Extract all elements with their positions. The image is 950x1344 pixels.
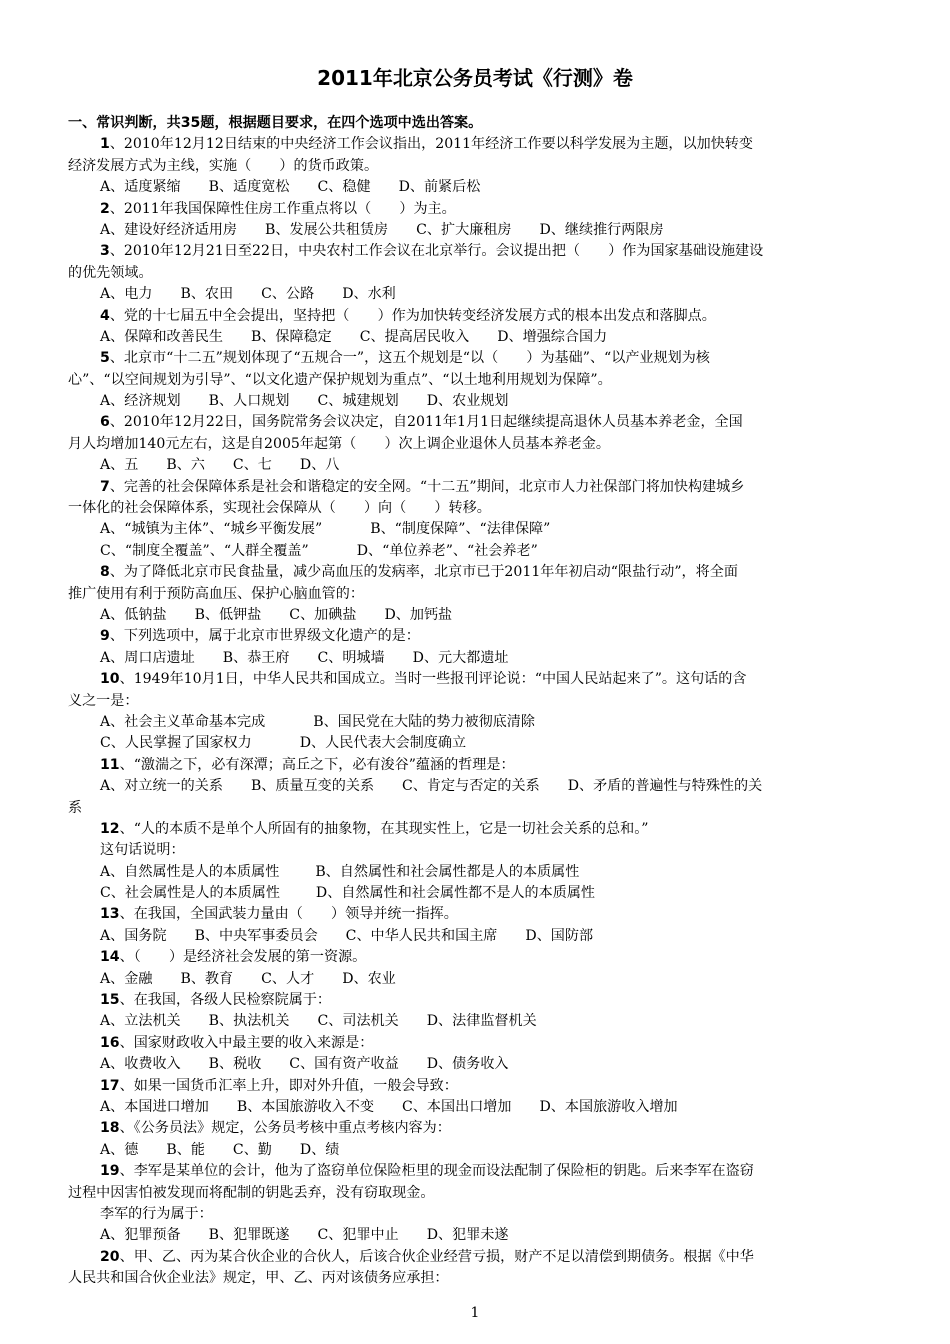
question-number: 9 — [100, 628, 110, 645]
question-text — [68, 348, 882, 369]
section-heading: 一、常识判断，共35题，根据题目要求，在四个选项中选出答案。 — [68, 115, 483, 131]
question-text — [68, 1161, 882, 1182]
answer-option: C、稳健 — [317, 179, 371, 196]
option-row — [68, 1054, 882, 1075]
question-text — [68, 990, 882, 1011]
answer-option: B、农田 — [180, 286, 234, 303]
option-row — [68, 648, 882, 669]
question-text — [68, 134, 882, 155]
answer-option: C、人才 — [261, 970, 315, 987]
option-row — [68, 733, 882, 754]
question-text — [68, 1247, 882, 1268]
answer-option: B、自然属性和社会属性都是人的本质属性 — [315, 863, 580, 880]
answer-option: A、低钠盐 — [100, 606, 167, 623]
question-number: 20 — [100, 1248, 120, 1265]
answer-option: A、周口店遗址 — [100, 649, 195, 666]
question-text — [68, 947, 882, 968]
question-text-span: 人民共和国合伙企业法》规定，甲、乙、丙对该债务应承担： — [68, 1270, 449, 1287]
answer-option: B、“制度保障”、“法律保障” — [370, 521, 551, 538]
answer-option: A、金融 — [100, 970, 153, 987]
question-text — [68, 562, 882, 583]
answer-option: B、执法机关 — [208, 1013, 290, 1030]
option-row — [68, 177, 882, 198]
answer-option: C、社会属性是人的本质属性 — [100, 885, 280, 902]
answer-option: C、扩大廉租房 — [416, 221, 512, 238]
answer-option: D、自然属性和社会属性都不是人的本质属性 — [315, 885, 596, 902]
answer-option: A、“城镇为主体”、“城乡平衡发展” — [100, 521, 323, 538]
question-text — [68, 1183, 882, 1204]
option-row — [68, 1140, 882, 1161]
answer-option: C、司法机关 — [317, 1013, 399, 1030]
question-text-span: 、如果一国货币汇率上升，即对外升值，一般会导致： — [119, 1077, 458, 1094]
answer-option: D、债务收入 — [426, 1056, 509, 1073]
answer-option: D、农业规划 — [426, 393, 509, 410]
answer-option: B、教育 — [180, 970, 234, 987]
option-row — [68, 712, 882, 733]
question-text — [68, 819, 882, 840]
answer-option: C、本国出口增加 — [402, 1098, 512, 1115]
answer-option: A、自然属性是人的本质属性 — [100, 863, 280, 880]
answer-option: A、本国进口增加 — [100, 1098, 209, 1115]
question-number: 2 — [100, 200, 110, 217]
answer-option: C、国有资产收益 — [289, 1056, 399, 1073]
question-text-span: 、《公务员法》规定，公务员考核中重点考核内容为： — [119, 1120, 451, 1137]
option-row — [68, 391, 882, 412]
question-number: 19 — [100, 1163, 120, 1180]
question-text-span: 的优先领域。 — [68, 264, 153, 281]
question-text — [68, 306, 882, 327]
question-number: 7 — [100, 478, 110, 495]
question-text — [68, 626, 882, 647]
answer-option: A、经济规划 — [100, 393, 181, 410]
answer-option: B、适度宽松 — [208, 179, 290, 196]
question-text-span: 经济发展方式为主线，实施（ ）的货币政策。 — [68, 157, 379, 174]
answer-option: D、加钙盐 — [384, 606, 453, 623]
question-number: 6 — [100, 414, 110, 431]
answer-option: D、人民代表大会制度确立 — [299, 735, 467, 752]
option-row — [68, 969, 882, 990]
answer-option: D、水利 — [342, 286, 396, 303]
answer-option: D、绩 — [299, 1141, 340, 1158]
question-text-span: 、李军是某单位的会计，他为了盗窃单位保险柜里的现金而设法配制了保险柜的钥匙。后来李军在盗窃 — [119, 1163, 754, 1180]
question-text-span: 、2011年我国保障性住房工作重点将以（ ）为主。 — [109, 200, 456, 217]
option-row — [68, 220, 882, 241]
option-row — [68, 862, 882, 883]
question-text-span: 心”、“以空间规划为引导”、“以文化遗产保护规划为重点”、“以土地利用规划为保障”。 — [68, 371, 612, 388]
answer-option: C、肯定与否定的关系 — [402, 778, 540, 795]
question-text — [68, 755, 882, 776]
answer-option: B、六 — [166, 457, 205, 474]
answer-option: D、“单位养老”、“社会养老” — [356, 542, 538, 559]
question-number: 11 — [100, 756, 120, 773]
question-text-span: 月人均增加140元左右，这是自2005年起第（ ）次上调企业退休人员基本养老金。 — [68, 435, 610, 452]
answer-option: A、立法机关 — [100, 1013, 181, 1030]
answer-option: C、中华人民共和国主席 — [345, 927, 498, 944]
option-row — [68, 519, 882, 540]
question-text — [68, 1076, 882, 1097]
question-text-span: 、为了降低北京市民食盐量，减少高血压的发病率，北京市已于2011年年初启动“限盐行动”，将全面 — [109, 564, 738, 581]
answer-option: D、本国旅游收入增加 — [539, 1098, 678, 1115]
option-row — [68, 455, 882, 476]
question-text-span: 、“人的本质不是单个人所固有的抽象物，在其现实性上，它是一切社会关系的总和。” — [119, 820, 649, 837]
question-number: 12 — [100, 820, 120, 837]
answer-option: C、加碘盐 — [289, 606, 357, 623]
question-text-span: 、在我国，各级人民检察院属于： — [119, 992, 332, 1009]
question-number: 15 — [100, 992, 120, 1009]
answer-option: D、前紧后松 — [398, 179, 481, 196]
question-number: 1 — [100, 136, 110, 153]
answer-option: B、低钾盐 — [194, 606, 262, 623]
answer-option: A、收费收入 — [100, 1056, 181, 1073]
question-text — [68, 498, 882, 519]
question-subtext: 李军的行为属于： — [100, 1205, 213, 1222]
option-row — [68, 1097, 882, 1118]
question-text-span: 、（ ）是经济社会发展的第一资源。 — [119, 949, 367, 966]
question-text — [68, 412, 882, 433]
answer-option: D、继续推行两限房 — [539, 221, 664, 238]
question-text-span: 、甲、乙、丙为某合伙企业的合伙人，后该合伙企业经营亏损，财产不足以清偿到期债务。根据《中华 — [119, 1248, 754, 1265]
answer-option: A、电力 — [100, 286, 153, 303]
answer-option: D、增强综合国力 — [497, 328, 608, 345]
answer-option: C、城建规划 — [317, 393, 399, 410]
answer-option: A、五 — [100, 457, 139, 474]
question-number: 5 — [100, 350, 110, 367]
answer-option: B、保障稳定 — [250, 328, 332, 345]
answer-option: D、八 — [299, 457, 340, 474]
answer-option: D、元大都遗址 — [412, 649, 509, 666]
answer-option: C、七 — [232, 457, 272, 474]
answer-option: D、农业 — [342, 970, 396, 987]
answer-option: C、犯罪中止 — [317, 1227, 399, 1244]
answer-option: C、明城墙 — [317, 649, 385, 666]
question-text — [68, 904, 882, 925]
question-text-span: 、“激湍之下，必有深潭；高丘之下，必有浚谷”蕴涵的哲理是： — [119, 756, 515, 773]
page-title: 2011年北京公务员考试《行测》卷 — [317, 66, 633, 90]
question-text-span: 、2010年12月21日至22日，中央农村工作会议在北京举行。会议提出把（ ）作为国家基础设施建设 — [109, 243, 764, 260]
question-text — [68, 434, 882, 455]
question-text — [68, 199, 882, 220]
question-text-span: 、下列选项中，属于北京市世界级文化遗产的是： — [109, 628, 420, 645]
answer-option: B、能 — [166, 1141, 205, 1158]
question-subtext: 这句话说明： — [100, 842, 185, 859]
option-row — [68, 1011, 882, 1032]
question-text-span: 一体化的社会保障体系，实现社会保障从（ ）向（ ）转移。 — [68, 500, 491, 517]
option-row — [68, 883, 882, 904]
answer-option: A、保障和改善民生 — [100, 328, 223, 345]
answer-option: B、国民党在大陆的势力被彻底清除 — [313, 713, 535, 730]
question-text — [68, 1268, 882, 1289]
answer-option: C、“制度全覆盖”、“人群全覆盖” — [100, 542, 309, 559]
answer-option: B、恭王府 — [222, 649, 290, 666]
answer-option: D、矛盾的普遍性与特殊性的关 — [567, 778, 763, 795]
answer-option: C、勤 — [232, 1141, 272, 1158]
question-text-span: 推广使用有利于预防高血压、保护心脑血管的： — [68, 585, 364, 602]
answer-option: A、国务院 — [100, 927, 167, 944]
question-text — [68, 370, 882, 391]
question-text-span: 、在我国，全国武装力量由（ ）领导并统一指挥。 — [119, 906, 458, 923]
answer-option: A、德 — [100, 1141, 139, 1158]
question-text — [68, 1118, 882, 1139]
question-text-span: 、2010年12月22日，国务院常务会议决定，自2011年1月1日起继续提高退休人员基本养老金，全国 — [109, 414, 743, 431]
question-text-span: 、1949年10月1日，中华人民共和国成立。当时一些报刊评论说：“中国人民站起来了”。这句话的含 — [119, 671, 747, 688]
answer-option: B、税收 — [208, 1056, 262, 1073]
answer-option: B、人口规划 — [208, 393, 290, 410]
option-row — [68, 926, 882, 947]
question-text-span: 、党的十七届五中全会提出，坚持把（ ）作为加快转变经济发展方式的根本出发点和落脚点。 — [109, 307, 716, 324]
answer-option: B、发展公共租赁房 — [265, 221, 389, 238]
option-row — [68, 541, 882, 562]
question-number: 8 — [100, 564, 110, 581]
answer-option: B、本国旅游收入不变 — [236, 1098, 375, 1115]
question-text-span: 义之一是： — [68, 692, 139, 709]
question-text-span: 、完善的社会保障体系是社会和谐稳定的安全网。“十二五”期间，北京市人力社保部门将加快构建城乡 — [109, 478, 745, 495]
question-text — [68, 263, 882, 284]
question-number: 17 — [100, 1077, 120, 1094]
answer-option: A、适度紧缩 — [100, 179, 181, 196]
question-text — [68, 156, 882, 177]
question-text — [68, 241, 882, 262]
question-number: 14 — [100, 949, 120, 966]
question-text — [68, 691, 882, 712]
page-number: 1 — [470, 1305, 480, 1321]
question-text-span: 、2010年12月12日结束的中央经济工作会议指出，2011年经济工作要以科学发展为主题，以加快转变 — [109, 136, 753, 153]
question-number: 18 — [100, 1120, 120, 1137]
answer-option: D、犯罪未遂 — [426, 1227, 509, 1244]
question-number: 16 — [100, 1034, 120, 1051]
answer-option: A、社会主义革命基本完成 — [100, 713, 266, 730]
option-row — [68, 284, 882, 305]
option-row — [68, 776, 882, 797]
question-text — [68, 584, 882, 605]
answer-option: B、犯罪既遂 — [208, 1227, 290, 1244]
answer-option: B、中央军事委员会 — [194, 927, 318, 944]
question-number: 13 — [100, 906, 120, 923]
question-number: 4 — [100, 307, 110, 324]
question-number: 10 — [100, 671, 120, 688]
question-text — [68, 477, 882, 498]
answer-option: A、犯罪预备 — [100, 1227, 181, 1244]
answer-option: D、法律监督机关 — [426, 1013, 537, 1030]
option-row — [68, 327, 882, 348]
question-text — [68, 1033, 882, 1054]
option-row — [68, 1225, 882, 1246]
question-text-span: 、北京市“十二五”规划体现了“五规合一”，这五个规划是“以（ ）为基础”、“以产业规划为核 — [109, 350, 710, 367]
option-row — [68, 605, 882, 626]
answer-option: D、国防部 — [525, 927, 594, 944]
question-text-span: 、国家财政收入中最主要的收入来源是： — [119, 1034, 374, 1051]
answer-option: C、提高居民收入 — [359, 328, 470, 345]
question-list — [68, 113, 882, 1289]
question-text-span: 过程中因害怕被发现而将配制的钥匙丢弃，没有窃取现金。 — [68, 1184, 435, 1201]
answer-option: A、对立统一的关系 — [100, 778, 223, 795]
answer-option: C、公路 — [261, 286, 315, 303]
answer-option: B、质量互变的关系 — [250, 778, 375, 795]
question-number: 3 — [100, 243, 110, 260]
question-text — [68, 669, 882, 690]
answer-option: C、人民掌握了国家权力 — [100, 735, 252, 752]
option-continuation: 系 — [68, 799, 83, 816]
answer-option: A、建设好经济适用房 — [100, 221, 238, 238]
